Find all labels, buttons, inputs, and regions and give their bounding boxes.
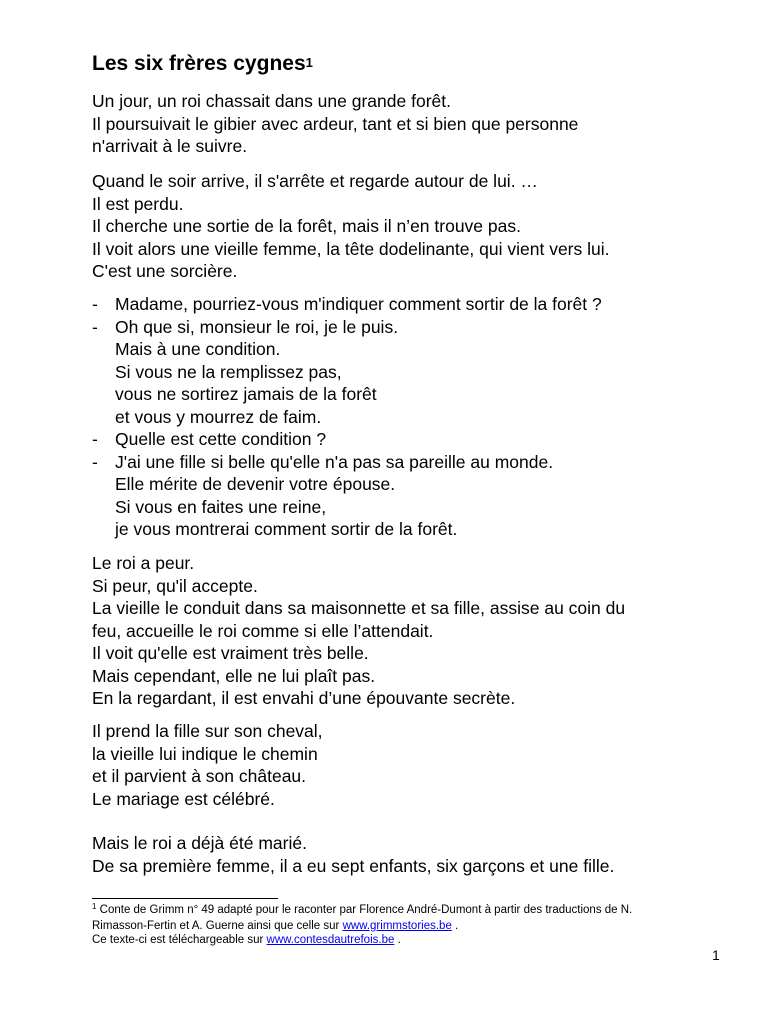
footnote-text: Conte de Grimm n° 49 adapté pour le raconter par Florence André-Dumont à partir des traductions de N. <box>99 904 633 916</box>
page-title <box>92 50 313 80</box>
text-line: Il poursuivait le gibier avec ardeur, tant et si bien que personne <box>92 113 579 134</box>
footnote-ref: 1 <box>305 55 313 70</box>
grimmstories-link[interactable]: www.grimmstories.be <box>342 919 452 932</box>
text-line: Il cherche une sortie de la forêt, mais il n’en trouve pas. <box>92 216 521 236</box>
footnote-separator <box>92 898 278 899</box>
text-line: Mais le roi a déjà été marié. <box>92 833 307 853</box>
dialogue-continuation: Mais à une condition. <box>115 339 281 359</box>
dialogue-line <box>92 451 732 474</box>
footnote-text: Ce texte-ci est téléchargeable sur <box>92 934 267 946</box>
footnote-text: . <box>451 919 459 932</box>
text-line: n'arrivait à le suivre. <box>92 136 248 156</box>
dialogue-continuation: et vous y mourrez de faim. <box>115 406 322 427</box>
footnote-number: 1 <box>92 902 97 911</box>
text-line: Si peur, qu'il accepte. <box>92 575 258 596</box>
text-line: Mais cependant, elle ne lui plaît pas. <box>92 665 376 686</box>
paragraph-4 <box>92 720 732 810</box>
text-line: De sa première femme, il a eu sept enfants, six garçons et une fille. <box>92 855 615 876</box>
text-line: Le roi a peur. <box>92 553 195 573</box>
footnote <box>92 903 742 948</box>
dialogue-text: Quelle est cette condition ? <box>115 429 327 449</box>
text-line: et il parvient à son château. <box>92 766 307 786</box>
text-line: Un jour, un roi chassait dans une grande forêt. <box>92 91 451 111</box>
contesdautrefois-link[interactable]: www.contesdautrefois.be <box>266 934 395 946</box>
text-line: Il voit qu'elle est vraiment très belle. <box>92 643 369 663</box>
footnote-text: Rimasson-Fertin et A. Guerne ainsi que celle sur <box>92 919 343 932</box>
dialogue-line <box>92 293 732 316</box>
text-line: la vieille lui indique le chemin <box>92 743 318 764</box>
text-line: Il est perdu. <box>92 193 184 214</box>
dialogue-continuation: Si vous en faites une reine, <box>115 496 327 517</box>
dialogue-dash: - <box>92 316 98 337</box>
footnote-line <box>92 903 742 919</box>
paragraph-1 <box>92 90 732 158</box>
title-text: Les six frères cygnes <box>92 52 306 75</box>
dialogue-text: Madame, pourriez-vous m'indiquer comment sortir de la forêt ? <box>115 294 602 314</box>
text-line: feu, accueille le roi comme si elle l’attendait. <box>92 620 434 641</box>
dialogue-continuation: Elle mérite de devenir votre épouse. <box>115 474 396 494</box>
text-line: C'est une sorcière. <box>92 261 238 281</box>
paragraph-5 <box>92 832 732 877</box>
dialogue-text: J'ai une fille si belle qu'elle n'a pas sa pareille au monde. <box>115 451 554 472</box>
dialogue-dash: - <box>92 429 98 449</box>
dialogue-continuation: Si vous ne la remplissez pas, <box>115 361 342 382</box>
dialogue-line <box>92 428 732 451</box>
footnote-line <box>92 933 742 948</box>
text-line: Le mariage est célébré. <box>92 788 275 809</box>
page-number: 1 <box>712 947 720 963</box>
text-line: Il voit alors une vieille femme, la tête dodelinante, qui vient vers lui. <box>92 238 610 259</box>
dialogue-dash: - <box>92 451 98 472</box>
dialogue-dash: - <box>92 294 98 314</box>
text-line: Il prend la fille sur son cheval, <box>92 721 323 741</box>
dialogue-block <box>92 293 732 541</box>
footnote-text: . <box>394 934 401 946</box>
dialogue-line <box>92 316 732 339</box>
dialogue-continuation: vous ne sortirez jamais de la forêt <box>115 384 377 404</box>
footnote-line <box>92 919 742 934</box>
dialogue-text: Oh que si, monsieur le roi, je le puis. <box>115 316 399 337</box>
text-line: En la regardant, il est envahi d’une épouvante secrète. <box>92 688 516 708</box>
paragraph-3 <box>92 552 732 710</box>
dialogue-continuation: je vous montrerai comment sortir de la forêt. <box>115 519 458 539</box>
text-line: Quand le soir arrive, il s'arrête et regarde autour de lui. … <box>92 171 538 191</box>
text-line: La vieille le conduit dans sa maisonnette et sa fille, assise au coin du <box>92 598 626 618</box>
paragraph-2 <box>92 170 732 283</box>
